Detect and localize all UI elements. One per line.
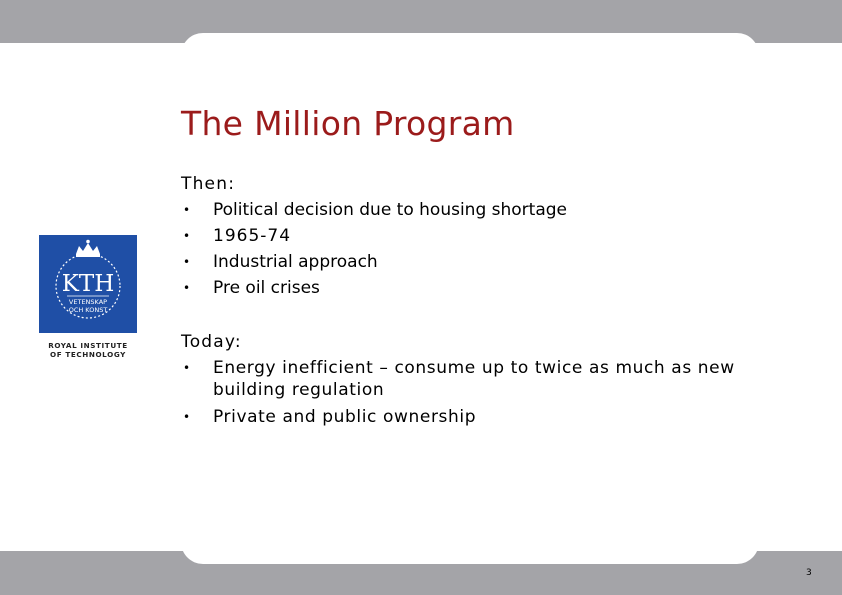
today-label: Today: [181,332,242,352]
bullet-icon: • [183,229,192,243]
list-item [181,406,746,428]
kth-crest-icon [39,235,137,333]
kth-motto-line2: OCH KONST [68,306,108,314]
list-item [181,357,746,401]
bullet-icon: • [183,361,191,375]
list-item [181,251,741,273]
list-item-text: Industrial approach [213,252,378,272]
bullet-icon: • [183,255,191,269]
logo-caption-line1: ROYAL INSTITUTE [48,341,128,350]
then-list [181,199,741,299]
then-label: Then: [181,174,236,194]
list-item-text: 1965-74 [213,226,292,246]
bullet-icon: • [183,203,191,217]
logo-caption [39,341,137,359]
bullet-icon: • [183,410,191,424]
today-list [181,357,746,428]
kth-monogram: KTH [61,271,115,297]
bullet-icon: • [183,281,191,295]
list-item-text: Political decision due to housing shortage [213,200,568,220]
list-item-text: Energy inefficient – consume up to twice as much as new building regulation [213,358,735,400]
list-item-text: Pre oil crises [213,278,320,298]
list-item [181,199,741,221]
slide-title: The Million Program [181,104,515,143]
logo-caption-line2: OF TECHNOLOGY [50,350,126,359]
list-item [181,225,741,247]
kth-logo [39,235,137,333]
page-number: 3 [806,568,812,578]
kth-motto-line1: VETENSKAP [68,298,108,306]
list-item-text: Private and public ownership [213,407,477,427]
list-item [181,277,741,299]
